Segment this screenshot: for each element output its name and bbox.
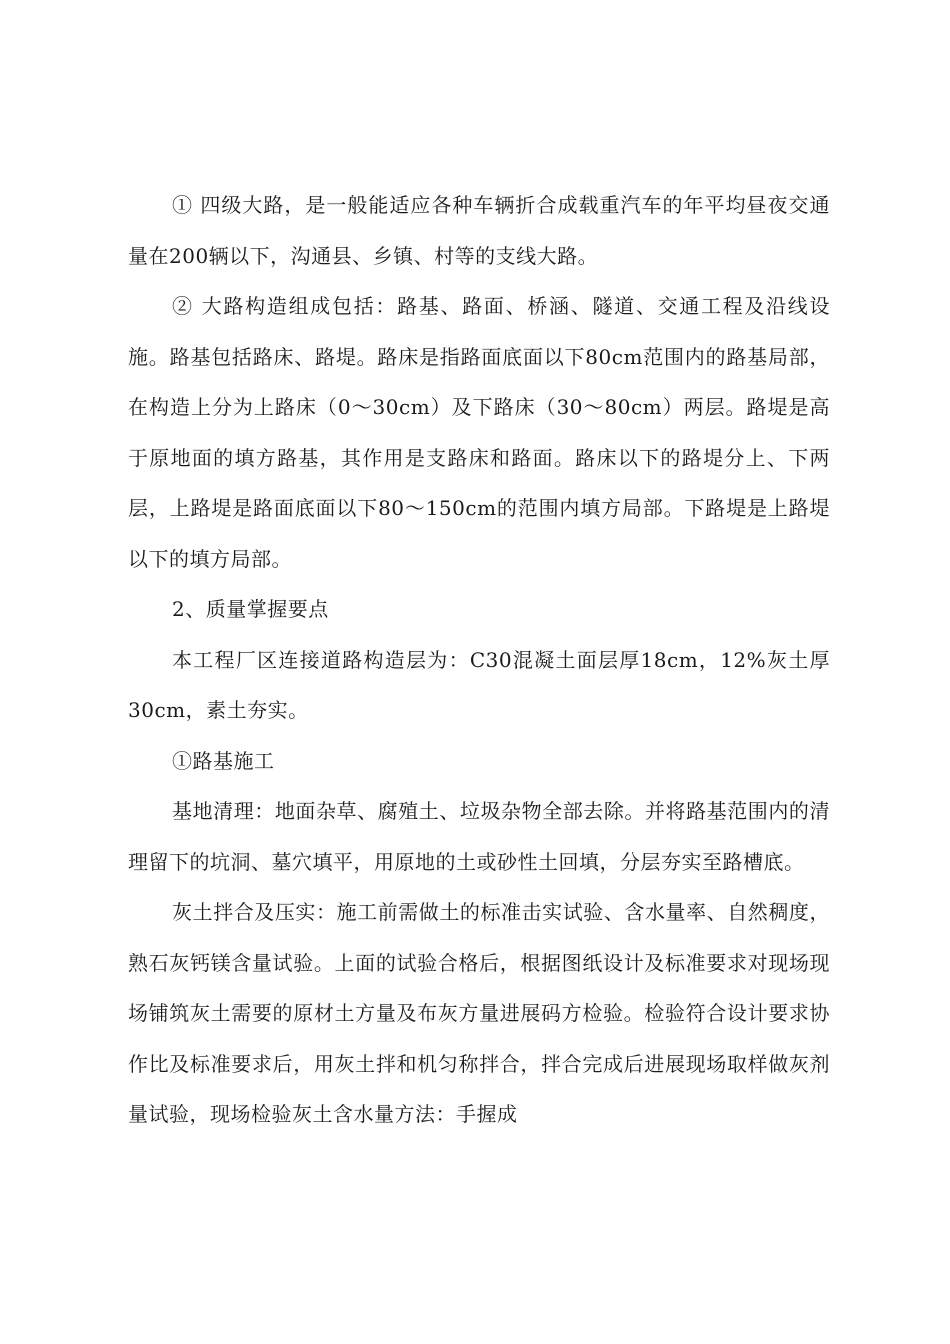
paragraph-road-structure: ② 大路构造组成包括：路基、路面、桥涵、隧道、交通工程及沿线设施。路基包括路床、路堤。路床是指路面底面以下80cm范围内的路基局部，在构造上分为上路床（0～30cm）及下路床（30～80cm）两层。路堤是高于原地面的填方路基，其作用是支路床和路面。路床以下的路堤分上、下两层，上路堤是路面底面以下80～150cm的范围内填方局部。下路堤是上路堤以下的填方局部。 [128, 294, 830, 571]
paragraph-site-clearing: 基地清理：地面杂草、腐殖土、垃圾杂物全部去除。并将路基范围内的清理留下的坑洞、墓穴填平，用原地的土或砂性土回填，分层夯实至路槽底。 [128, 799, 830, 874]
document-body [128, 180, 830, 1140]
subheading-subgrade-construction: ①路基施工 [172, 748, 275, 773]
paragraph-lime-soil-mixing: 灰土拌合及压实：施工前需做土的标准击实试验、含水量率、自然稠度，熟石灰钙镁含量试验。上面的试验合格后，根据图纸设计及标准要求对现场现场铺筑灰土需要的原材土方量及布灰方量进展码方检验。检验符合设计要求协作比及标准要求后，用灰土拌和机匀称拌合，拌合完成后进展现场取样做灰剂量试验，现场检验灰土含水量方法：手握成 [128, 900, 830, 1126]
paragraph-pavement-layers: 本工程厂区连接道路构造层为：C30混凝土面层厚18cm，12%灰土厚30cm，素土夯实。 [128, 647, 830, 722]
section-heading-quality-control: 2、质量掌握要点 [172, 597, 329, 621]
paragraph-road-grade-four: ① 四级大路，是一般能适应各种车辆折合成载重汽车的年平均昼夜交通量在200辆以下，沟通县、乡镇、村等的支线大路。 [128, 193, 830, 268]
